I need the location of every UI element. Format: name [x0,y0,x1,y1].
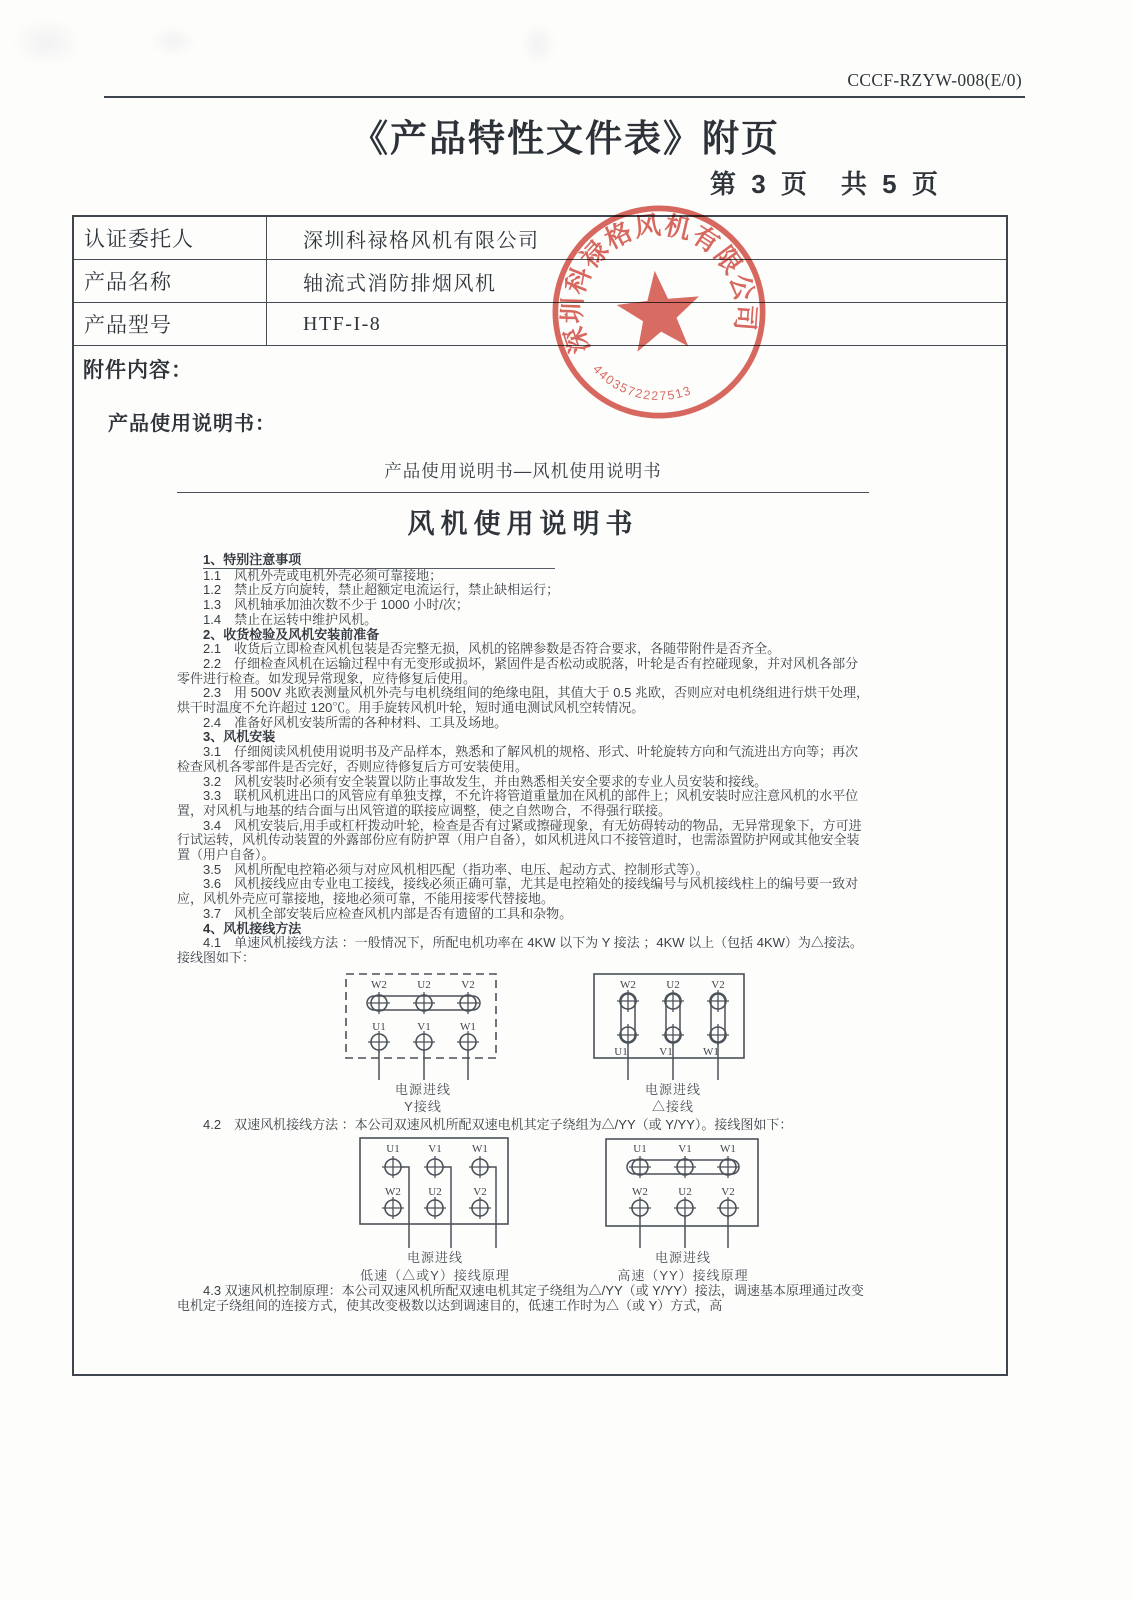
terminal-icon [413,1031,435,1053]
attachment-label: 附件内容： [83,359,193,382]
section-heading: 2、收货检验及风机安装前准备 [203,626,380,642]
wiring-diagram-high-speed [603,1134,763,1284]
document-code: CCCF-RZYW-008(E/0) [847,70,1022,90]
svg-text:电源进线: 电源进线 [406,1250,464,1266]
manual-paragraph: 2.4 准备好风机安装所需的各种材料、工具及场地。 [203,714,508,730]
terminal-icon [717,1197,739,1219]
scan-artifact [12,18,82,66]
svg-text:V2: V2 [711,978,725,991]
manual-paragraph: 3.3 联机风机进出口的风管应有单独支撑，不允许将管道重量加在风机的部件上；风机安装时应注意风机的水平位置，对风机与地基的结合面与出风管道的联接应调整，使之自然吻合，不得强行联接。 [177,788,859,818]
svg-text:U1: U1 [386,1143,400,1156]
section-heading: 4、风机接线方法 [203,920,302,936]
row-value-product-name: 轴流式消防排烟风机 [303,272,497,295]
terminal-icon [424,1156,446,1178]
attachment-item: 产品使用说明书： [108,413,276,435]
svg-text:V1: V1 [659,1045,673,1058]
header-rule [104,96,1025,98]
manual-paragraph: 3.4 风机安装后,用手或杠杆拨动叶轮，检查是否有过紧或擦碰现象，有无妨碍转动的物品，无异常现象下，方可进行试运转，风机传动装置的外露部份应有防护罩（用户自备），如风机进风口不接管道时，也需添置防护网或其他安全装置（用户自备）。 [177,817,862,863]
svg-text:W1: W1 [460,1020,476,1033]
wiring-diagram-delta-connection [591,968,751,1116]
terminal-icon [382,1156,404,1178]
svg-text:U1: U1 [633,1143,647,1156]
svg-text:电源进线: 电源进线 [654,1250,712,1266]
manual-paragraph: 1.1 风机外壳或电机外壳必须可靠接地； [203,567,443,583]
single-speed-wiring-diagrams [177,968,869,1118]
row-label-model: 产品型号 [74,303,267,345]
manual-paragraph: 1.2 禁止反方向旋转，禁止超额定电流运行，禁止缺相运行； [203,582,560,598]
manual-paragraph: 4.1 单速风机接线方法 ：一般情况下，所配电机功率在 4KW 以下为 Y 接法 ；4KW 以上（包括 4KW）为△接法。接线图如下： [177,935,863,965]
document-title: 《产品特性文件表》附页 [351,118,780,159]
wiring-diagram-low-speed [355,1134,515,1284]
manual-subtitle: 产品使用说明书—风机使用说明书 [384,461,662,481]
section-heading: 1、特别注意事项 [203,552,302,567]
attachment-section [74,346,1006,1418]
section-heading: 3、风机安装 [203,729,276,745]
svg-text:U1: U1 [372,1020,386,1033]
terminal-icon [674,1197,696,1219]
scan-artifact [520,22,556,66]
manual-paragraph: 3.7 风机全部安装后应检查风机内部是否有遗留的工具和杂物。 [203,905,573,921]
svg-text:W2: W2 [385,1186,401,1199]
page-indicator: 第 3 页 共 5 页 [710,169,942,199]
manual-paragraph: 3.6 风机接线应由专业电工接线，接线必须正确可靠，尤其是电控箱处的接线编号与风机接线柱上的编号要一致对应，风机外壳应可靠接地，接地必须可靠，不能用接零代替接地。 [177,876,859,907]
svg-text:W2: W2 [620,978,636,991]
fan-manual [177,458,869,1314]
table-row [74,303,1006,346]
svg-text:W2: W2 [371,978,387,991]
svg-text:U2: U2 [417,978,431,991]
manual-title: 风机使用说明书 [407,509,639,539]
row-label-applicant: 认证委托人 [74,217,267,259]
svg-text:U2: U2 [666,978,680,991]
svg-text:V1: V1 [678,1143,692,1156]
svg-text:电源进线: 电源进线 [644,1081,702,1097]
svg-text:W1: W1 [720,1143,736,1156]
dual-speed-wiring-diagrams [177,1134,869,1284]
terminal-icon [368,1031,390,1053]
manual-paragraph: 3.1 仔细阅读风机使用说明书及产品样本，熟悉和了解风机的规格、形式、叶轮旋转方向和气流进出方向等；再次检查风机各零部件是否完好，否则应待修复后方可安装使用。 [177,744,859,774]
scan-artifact [150,26,196,56]
wiring-diagram-y-connection [343,968,503,1116]
svg-text:U2: U2 [428,1186,442,1199]
svg-text:△接线: △接线 [651,1098,695,1114]
row-value-applicant: 深圳科禄格风机有限公司 [303,229,540,252]
manual-rule [177,492,869,493]
svg-text:高速（YY）接线原理: 高速（YY）接线原理 [617,1268,749,1284]
svg-text:V1: V1 [417,1020,431,1033]
svg-text:V1: V1 [428,1143,442,1156]
svg-text:Y接线: Y接线 [404,1098,442,1114]
terminal-icon [382,1197,404,1219]
manual-paragraph: 3.2 风机安装时必须有安全装置以防止事故发生，并由熟悉相关安全要求的专业人员安装和接线。 [203,773,768,789]
row-value-model: HTF-I-8 [303,312,382,335]
svg-text:V2: V2 [721,1186,735,1199]
svg-text:W1: W1 [703,1045,719,1058]
company-stamp [534,187,785,438]
manual-paragraph: 2.1 收货后立即检查风机包装是否完整无损，风机的铭牌参数是否符合要求，各随带附件是否齐全。 [203,641,781,657]
manual-paragraph: 2.3 用 500V 兆欧表测量风机外壳与电机绕组间的绝缘电阻，其值大于 0.5 兆欧，否则应对电机绕组进行烘干处理，烘干时温度不允许超过 120℃。用手旋转风机叶轮，短时通电测试风机空转情况。 [177,685,869,716]
svg-text:U2: U2 [678,1186,692,1199]
stamp-company-name: 深圳科禄格风机有限公司 [558,211,760,357]
stamp-star-icon [614,266,704,353]
manual-paragraph: 2.2 仔细检查风机在运输过程中有无变形或损坏，紧固件是否松动或脱落，叶轮是否有控碰现象，并对风机各部分零件进行检查。如发现异常现象，应待修复后使用。 [177,655,859,686]
svg-text:W2: W2 [632,1186,648,1199]
svg-text:V2: V2 [473,1186,487,1199]
terminal-icon [629,1197,651,1219]
manual-paragraph: 1.4 禁止在运转中维护风机。 [203,611,378,627]
stamp-serial-number: 4403572227513 [590,362,694,404]
terminal-icon [424,1197,446,1219]
terminal-icon [457,1031,479,1053]
manual-paragraph: 1.3 风机轴承加油次数不少于 1000 小时/次； [203,597,469,613]
terminal-icon [469,1197,491,1219]
svg-text:W1: W1 [472,1143,488,1156]
terminal-icon [469,1156,491,1178]
manual-paragraph: 3.5 风机所配电控箱必须与对应风机相匹配（指功率、电压、起动方式、控制形式等）。 [203,861,709,877]
svg-text:电源进线: 电源进线 [394,1081,452,1097]
manual-paragraph: 4.3 双速风机控制原理：本公司双速风机所配双速电机其定子绕组为△/YY（或 Y/YY）接法，调速基本原理通过改变电机定子绕组间的连接方式，使其改变极数以达到调速目的，低速工作时为△（或 Y）方式，高 [177,1283,864,1314]
svg-text:低速（△或Y）接线原理: 低速（△或Y）接线原理 [360,1268,510,1284]
manual-paragraph: 4.2 双速风机接线方法 ：本公司双速风机所配双速电机其定子绕组为△/YY（或 Y/YY）。接线图如下： [203,1116,793,1132]
product-info-table [72,215,1008,1376]
row-label-product-name: 产品名称 [74,260,267,302]
svg-text:V2: V2 [461,978,475,991]
svg-text:U1: U1 [614,1045,628,1058]
